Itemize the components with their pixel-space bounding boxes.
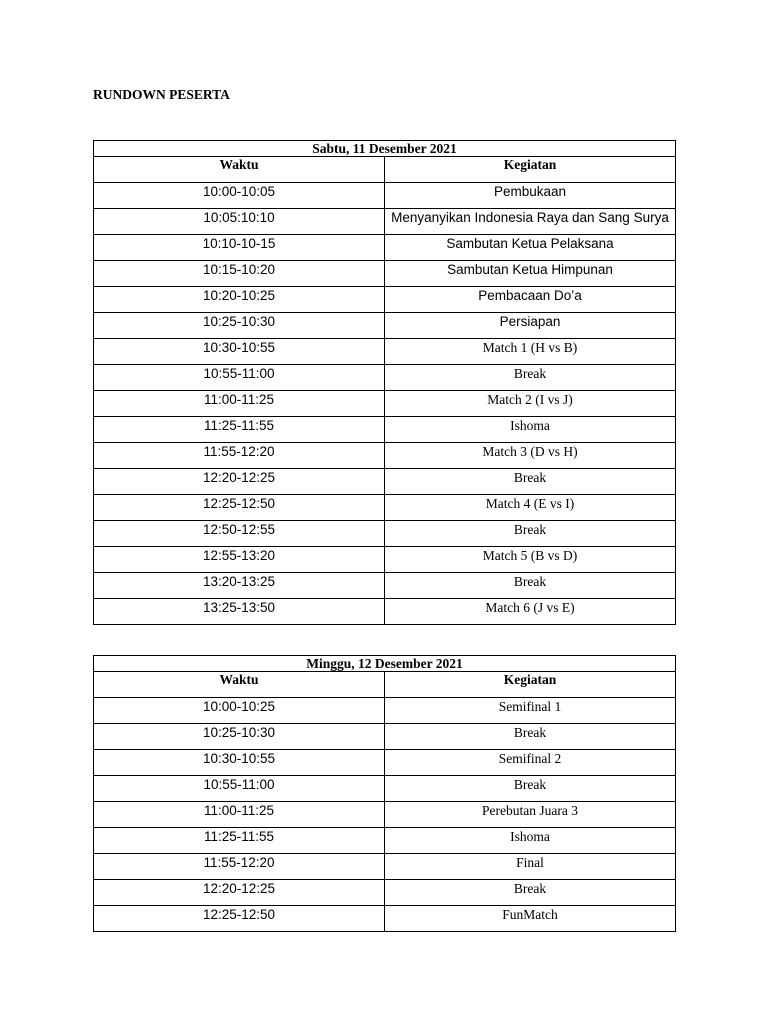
table-row [94,880,676,906]
table-row [94,802,676,828]
table-row [94,339,676,365]
table-row [94,828,676,854]
activity-cell: Ishoma [385,828,676,854]
time-cell: 10:30-10:55 [94,750,385,776]
activity-cell: Break [385,880,676,906]
time-cell: 10:05:10:10 [94,209,385,235]
time-cell: 12:25-12:50 [94,906,385,932]
time-cell: 13:25-13:50 [94,599,385,625]
time-cell: 12:55-13:20 [94,547,385,573]
time-cell: 12:25-12:50 [94,495,385,521]
table-day-header: Minggu, 12 Desember 2021 [94,656,676,672]
table-row [94,469,676,495]
time-cell: 10:25-10:30 [94,313,385,339]
activity-cell: Break [385,573,676,599]
time-cell: 10:30-10:55 [94,339,385,365]
time-cell: 11:25-11:55 [94,417,385,443]
time-cell: 12:20-12:25 [94,469,385,495]
schedule-table-saturday [93,140,676,625]
table-row [94,365,676,391]
time-cell: 10:25-10:30 [94,724,385,750]
activity-cell: Perebutan Juara 3 [385,802,676,828]
activity-cell: Sambutan Ketua Pelaksana [385,235,676,261]
time-cell: 11:00-11:25 [94,802,385,828]
activity-cell: Sambutan Ketua Himpunan [385,261,676,287]
activity-cell: Break [385,776,676,802]
activity-cell: Match 2 (I vs J) [385,391,676,417]
schedule-table-sunday [93,655,676,932]
activity-cell: Menyanyikan Indonesia Raya dan Sang Surya [385,209,676,235]
time-cell: 11:00-11:25 [94,391,385,417]
time-cell: 10:55-11:00 [94,365,385,391]
time-cell: 10:15-10:20 [94,261,385,287]
activity-cell: Break [385,521,676,547]
table-row [94,547,676,573]
time-cell: 10:00-10:25 [94,698,385,724]
table-body [94,698,676,932]
activity-cell: Break [385,724,676,750]
activity-cell: Match 1 (H vs B) [385,339,676,365]
time-cell: 11:55-12:20 [94,443,385,469]
table-row [94,417,676,443]
table-day-header: Sabtu, 11 Desember 2021 [94,141,676,157]
activity-cell: Break [385,365,676,391]
document-title: RUNDOWN PESERTA [93,87,230,102]
table-row [94,750,676,776]
table-row [94,776,676,802]
table-row [94,599,676,625]
table-row [94,854,676,880]
activity-cell: Break [385,469,676,495]
table-row [94,261,676,287]
activity-cell: FunMatch [385,906,676,932]
table-row [94,235,676,261]
column-header-time: Waktu [94,157,385,183]
time-cell: 11:25-11:55 [94,828,385,854]
table-row [94,495,676,521]
table-row [94,521,676,547]
time-cell: 12:50-12:55 [94,521,385,547]
activity-cell: Persiapan [385,313,676,339]
time-cell: 10:20-10:25 [94,287,385,313]
table-row [94,906,676,932]
activity-cell: Match 3 (D vs H) [385,443,676,469]
activity-cell: Pembukaan [385,183,676,209]
time-cell: 10:00-10:05 [94,183,385,209]
table-row [94,313,676,339]
table-row [94,183,676,209]
time-cell: 12:20-12:25 [94,880,385,906]
table-row [94,443,676,469]
table-body [94,183,676,625]
table-row [94,391,676,417]
activity-cell: Semifinal 1 [385,698,676,724]
activity-cell: Final [385,854,676,880]
table-row [94,724,676,750]
activity-cell: Match 6 (J vs E) [385,599,676,625]
table-row [94,287,676,313]
time-cell: 11:55-12:20 [94,854,385,880]
activity-cell: Match 5 (B vs D) [385,547,676,573]
activity-cell: Match 4 (E vs I) [385,495,676,521]
column-header-activity: Kegiatan [385,672,676,698]
column-header-time: Waktu [94,672,385,698]
activity-cell: Semifinal 2 [385,750,676,776]
column-header-activity: Kegiatan [385,157,676,183]
activity-cell: Pembacaan Do’a [385,287,676,313]
table-row [94,209,676,235]
table-row [94,698,676,724]
time-cell: 10:10-10-15 [94,235,385,261]
activity-cell: Ishoma [385,417,676,443]
table-row [94,573,676,599]
time-cell: 13:20-13:25 [94,573,385,599]
time-cell: 10:55-11:00 [94,776,385,802]
